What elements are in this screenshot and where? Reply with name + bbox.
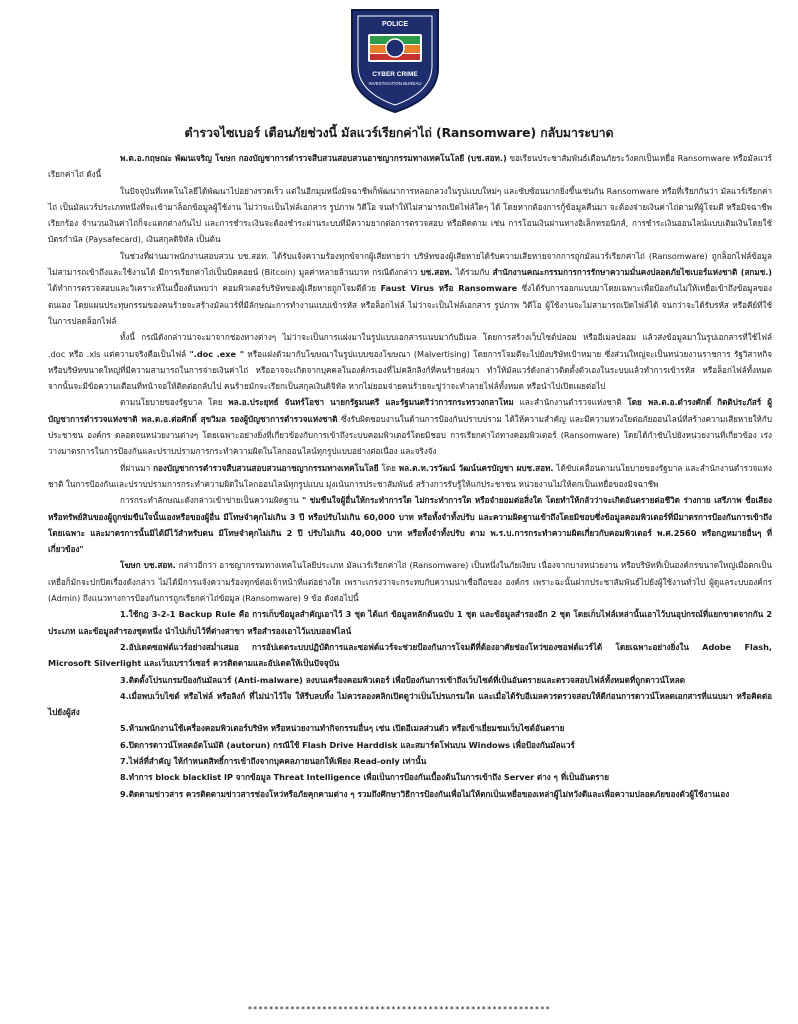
list-item: 4.เมื่อพบเว็บไซต์ หรือไฟล์ หรือลิงก์ ที่ไม่น่าไว้ใจ ให้รีบลบทิ้ง ไม่ควรลองคลิกเปิดดูว่าเป็นโปรแกรมใด และเมื่อได้รับอีเมลควรตรวจสอบให้ดีก่อนการดาวน์โหลดเอกสารที่แนบมา หรือคิดต่อไปยังผู้ส่ง <box>48 690 772 718</box>
paragraph-text: ซึ่งได้รับการออกแบบมาโดยเฉพาะเพื่อป้องกันไม่ให้เหยื่อเข้าถึงข้อมูลของตนเอง โดยแผนประทุษกรรมของคนร้ายจะสร้างมัลแวร์ที่มีลักษณะการทำงานแบบเข้ารหัส หรือล็อกไฟล์ ไม่ว่าจะเป็นไฟล์เอกสาร รูปภาพ วิดีโอ ผู้ใช้งานจะไม่สามารถเปิดไฟล์ได้ จนกว่าจะได้รับรหัส หรือคีย์ที่ใช้ในการปลดล็อกไฟล์ <box>48 283 773 326</box>
logo-band-text: CYBER CRIME <box>372 71 418 78</box>
paragraph-text: ตามนโยบายของรัฐบาล โดย <box>120 397 229 408</box>
bold-text: โดย พล.ต.อ.ดำรงศักดิ์ กิตติประภัสร์ ผู้บัญชาการตำรวจแห่งชาติ พล.ต.อ.ต่อศักดิ์ สุขวิมล รองผู้บัญชาการตำรวจแห่งชาติ <box>48 397 772 424</box>
list-item: 7.ไฟล์ที่สำคัญ ให้กำหนดสิทธิ์การเข้าถึงจากบุคคลภายนอกให้เพียง Read-only เท่านั้น <box>120 755 427 766</box>
paragraph-text: หรือแฝงตัวมากับโฆษณาในรูปแบบของโฆษณา (Malvertising) โดยการโจมตีจะไปยังบริษัทเป้าหมาย ซึ่งส่วนใหญ่จะเป็นหน่วยงานราชการ รัฐวิสาหกิจ หรือบริษัทขนาดใหญ่ที่มีความสามารถในการจ่ายเงินค่าไถ่ หรืออาจจะเกิดจากบุคคลในองค์กรเองที่ไม่คลิกลิงก์ที่คนร้ายส่งมา ทำให้มัลแวร์ดังกล่าวติดตั้งตัวเองในระบบแล้วทำการเข้ารหัส หรือล็อกไฟล์ทั้งหมด จากนั้นจะมีข้อความเตือนที่หน้าจอให้ติดต่อกลับไป คนร้ายมักจะเรียกเป็นสกุลเงินดิจิทัล หากไม่ยอมจ่ายคนร้ายจะขู่ว่าจะทำลายไฟล์ทั้งหมด หรือนำไปเปิดเผยต่อไป <box>48 348 772 392</box>
paragraph-bureau <box>48 460 772 493</box>
paragraph-text: และสำนักงานตำรวจแห่งชาติ <box>513 397 628 408</box>
bold-text: บช.สอท. <box>420 267 453 278</box>
paragraph-background: ในปัจจุบันที่เทคโนโลยีได้พัฒนาไปอย่างรวดเร็ว แต่ในอีกมุมหนึ่งมิจฉาชีพก็พัฒนาการหลอกลวงในรูปแบบใหม่ๆ และซับซ้อนมากยิ่งขึ้นเช่นกัน Ransomware หรือที่เรียกกันว่า มัลแวร์เรียกค่าไถ่ เป็นมัลแวร์ประเภทหนึ่งที่จะเข้ามาล็อกข้อมูลผู้ใช้งาน ไม่ว่าจะเป็นไฟล์เอกสาร รูปภาพ วิดีโอ จนทำให้ไม่สามารถเปิดไฟล์ใดๆ ได้ โดยหากต้องการกู้ข้อมูลคืนมา จะต้องจ่ายเงินค่าไถ่ตามที่ผู้โจมตี หรือมิจฉาชีพเรียกร้อง จำนวนเงินค่าไถ่ก็จะแตกต่างกันไป และการชำระเงินจะต้องชำระผ่านระบบที่มีความยากต่อการตรวจสอบ หรือติดตาม เช่น การโอนเงินผ่านทางอิเล็กทรอนิกส์, การชำระเงินออนไลน์แบบเติมเงินโดยใช้บัตรกำนัล (Paysafecard), เงินสกุลดิจิทัล เป็นต้น <box>48 185 773 245</box>
list-item: 3.ติดตั้งโปรแกรมป้องกันมัลแวร์ (Anti-malware) ลงบนเครื่องคอมพิวเตอร์ เพื่อป้องกันการเข้าถึงเว็บไซต์ที่เป็นอันตรายและตรวจสอบไฟล์ทั้งหมดที่ถูกดาวน์โหลด <box>120 674 686 685</box>
paragraph-text: โดย <box>378 462 399 473</box>
paragraph-policy <box>48 394 772 459</box>
list-item: 2.อัปเดตซอฟต์แวร์อย่างสม่ำเสมอ การอัปเดตระบบปฏิบัติการและซอฟต์แวร์จะช่วยป้องกันการโจมตีที่ต้องอาศัยช่องโหว่ของซอฟต์แวร์ได้ โดยเฉพาะอย่างยิ่งใน Adobe Flash, Microsoft Silverlight และเว็บเบราว์เซอร์ ควรติดตามและอัปเดตให้เป็นปัจจุบัน <box>48 641 772 669</box>
bold-text: พล.ต.ท.วรวัฒน์ วัฒน์นครบัญชา ผบช.สอท. <box>398 462 554 473</box>
bold-text: " ข่มขืนใจผู้อื่นให้กระทำการใด ไม่กระทำการใด หรือจำยอมต่อสิ่งใด โดยทำให้กลัวว่าจะเกิดอันตรายต่อชีวิต ร่างกาย เสรีภาพ ชื่อเสียงหรือทรัพย์สินของผู้ถูกข่มขืนใจนั้นเองหรือของผู้อื่น มีโทษจำคุกไม่เกิน 3 ปี หรือปรับไม่เกิน 60,000 บาท หรือทั้งจำทั้งปรับ และความผิดฐานเข้าถึงโดยมิชอบซึ่งข้อมูลคอมพิวเตอร์ที่มีมาตรการป้องกันการเข้าถึงโดยเฉพาะ และมาตรการนั้นมิได้มีไว้สำหรับตน มีโทษจำคุกไม่เกิน 2 ปี ปรับไม่เกิน 40,000 บาท หรือทั้งจำทั้งปรับ ตาม พ.ร.บ.การกระทำความผิดเกี่ยวกับคอมพิวเตอร์ พ.ศ.2560 หรือกฎหมายอื่นๆ ที่เกี่ยวข้อง" <box>48 495 772 555</box>
logo-bottom-text: INVESTIGATION BUREAU <box>368 81 422 86</box>
paragraph-law <box>48 492 772 557</box>
police-cyber-crime-logo <box>346 6 444 114</box>
paragraph-text: ได้ทำการตรวจสอบและวิเคราะห์ในเบื้องต้นพบว่า คอมพิวเตอร์บริษัทของผู้เสียหายถูกโจมตีด้วย <box>48 283 381 294</box>
footer-divider: ********************************************************* <box>247 1005 551 1014</box>
bold-text: ".doc .exe " <box>189 348 244 359</box>
list-item: 1.ใช้กฎ 3-2-1 Backup Rule คือ การเก็บข้อมูลสำคัญเอาไว้ 3 ชุด ได้แก่ ข้อมูลหลักต้นฉบับ 1 ชุด และข้อมูลสำรองอีก 2 ชุด โดยเก็บไฟล์เหล่านั้นเอาไว้บนอุปกรณ์ที่แยกขาดจากกัน 2 ประเภท และข้อมูลสำรองชุดหนึ่ง นำไปเก็บไว้ที่ต่างสาขา หรือสำรองเอาไว้แบบออฟไลน์ <box>48 609 772 636</box>
bold-text: สำนักงานคณะกรรมการการรักษาความมั่นคงปลอดภัยไซเบอร์แห่งชาติ (สกมช.) <box>492 267 773 278</box>
paragraph-text: ที่ผ่านมา <box>120 462 154 473</box>
list-item: 6.ปิดการดาวน์โหลดอัตโนมัติ (autorun) กรณีใช้ Flash Drive Harddisk และสมาร์ตโฟนบน Windows เพื่อป้องกันมัลแวร์ <box>120 739 575 750</box>
list-item: 8.ทำการ block blacklist IP จากข้อมูล Threat Intelligence เพื่อเป็นการป้องกันเบื้องต้นในการเข้าถึง Server ต่าง ๆ ที่เป็นอันตราย <box>120 772 609 783</box>
paragraph-vectors <box>48 329 772 394</box>
list-item: 9.ติดตามข่าวสาร ควรติดตามข่าวสารช่องโหว่หรือภัยคุกคามต่าง ๆ รวมถึงศึกษาวิธีการป้องกันเพื่อไม่ให้ตกเป็นเหยื่อของเหล่าผู้ไม่หวังดีและเพื่อความปลอดภัยของตัวผู้ใช้งานเอง <box>120 788 730 799</box>
article-body <box>48 150 772 802</box>
paragraph-text: ได้ขับเคลื่อนตามนโยบายของรัฐบาล และสำนักงานตำรวจแห่งชาติ ในการป้องกันและปราบปรามการกระทำความผิดในโลกออนไลน์ทุกรูปแบบ มุ่งเน้นการประชาสัมพันธ์ สร้างการรับรู้ให้แก่ประชาชน หน่วยงานไม่ให้ตกเป็นเหยื่อของมิจฉาชีพ <box>48 462 773 489</box>
shield-emblem-icon <box>346 6 444 114</box>
bold-text: พล.อ.ประยุทธ์ จันทร์โอชา นายกรัฐมนตรี และรัฐมนตรีว่าการกระทรวงกลาโหม <box>228 397 514 408</box>
list-item: 5.ห้ามพนักงานใช้เครื่องคอมพิวเตอร์บริษัท หรือหน่วยงานทำกิจกรรมอื่นๆ เช่น เปิดอีเมลส่วนตัว หรือเข้าเยี่ยมชมเว็บไซต์อันตราย <box>120 723 565 734</box>
page-title: ตำรวจไซเบอร์ เตือนภัยช่วงนี้ มัลแวร์เรียกค่าไถ่ (Ransomware) กลับมาระบาด <box>184 125 614 140</box>
bold-text: กองบัญชาการตำรวจสืบสวนสอบสวนอาชญากรรมทางเทคโนโลยี <box>153 462 379 473</box>
paragraph-incident <box>48 248 772 329</box>
tips-list <box>48 606 772 802</box>
paragraph-text: ขอเรียนประชาสัมพันธ์เตือนภัยระวังตกเป็นเหยื่อ Ransomware หรือมัลแวร์เรียกค่าไถ่ ดังนี้ <box>48 153 772 180</box>
paragraph-text: ได้ร่วมกับ <box>452 267 493 278</box>
paragraph-text: ทั้งนี้ กรณีดังกล่าวน่าจะมาจากช่องทางต่างๆ ไม่ว่าจะเป็นการแฝงมาในรูปแบบเอกสารแนบมากับอีเมล โดยการสร้างเว็บไซต์ปลอม หรืออีเมลปลอม แล้วส่งข้อมูลมาในรูปเอกสารที่ใช้ไฟล์ .doc หรือ .xls แต่ความจริงคือเป็นไฟล์ <box>48 332 772 359</box>
paragraph-text: กล่าวอีกว่า อาชญากรรมทางเทคโนโลยีประเภท มัลแวร์เรียกค่าไถ่ (Ransomware) เป็นหนึ่งในภัยเงียบ เนื่องจากบางหน่วยงาน หรือบริษัทที่เป็นองค์กรขนาดใหญ่เมื่อตกเป็นเหยื่อก็มักจะปกปิดเรื่องดังกล่าว ไม่ได้มีการแจ้งความร้องทุกข์ต่อเจ้าหน้าที่แต่อย่างใด เพราะเกรงว่าจะกระทบกับความน่าเชื่อถือของ องค์กร เพราะฉะนั้นฝากประชาสัมพันธ์ไปยังผู้ใช้งานทั่วไป ผู้ดูแลระบบองค์กร (Admin) ถึงแนวทางการป้องกันการถูกเรียกค่าไถ่ข้อมูล (Ransomware) 9 ข้อ ดังต่อไปนี้ <box>48 560 772 604</box>
paragraph-intro <box>48 150 772 183</box>
paragraph-text: ในช่วงที่ผ่านมาพนักงานสอบสวน บช.สอท. ได้รับแจ้งความร้องทุกข์จากผู้เสียหายว่า บริษัทของผู้เสียหายได้รับความเสียหายจากการถูกมัลแวร์เรียกค่าไถ่ (Ransomware) ถูกล็อกไฟล์ข้อมูล ไม่สามารถเข้าถึงและใช้งานได้ มีการเรียกค่าไถ่เป็นบิตคอยน์ (Bitcoin) มูลค่าหลายล้านบาท กรณีดังกล่าว <box>48 250 772 278</box>
bold-text: โฆษก บช.สอท. <box>120 560 176 571</box>
bold-text: Faust Virus หรือ Ransomware <box>380 283 518 294</box>
paragraph-text: ซึ่งรับผิดชอบงานในด้านการป้องกันปราบปราม ได้ให้ความสำคัญ และมีความห่วงใยต่อภัยออนไลน์ที่สร้างความเสียหายให้กับประชาชน องค์กร ตลอดจนหน่วยงานต่างๆ โดยเฉพาะอย่างยิ่งที่เกี่ยวข้องกับการเข้าถึงระบบคอมพิวเตอร์โดยมิชอบ การเรียกค่าไถ่ทางคอมพิวเตอร์ (Ransomware) โดยได้กำชับไปยังหน่วยงานที่เกี่ยวข้อง เร่งวางมาตรการในการป้องกันและปราบปรามการกระทำความผิดในโลกออนไลน์ทุกรูปแบบอย่างต่อเนื่อง และจริงจัง <box>48 413 772 457</box>
spokesperson-name: พ.ต.อ.กฤษณะ พัฒนเจริญ โฆษก กองบัญชาการตำรวจสืบสวนสอบสวนอาชญากรรมทางเทคโนโลยี (บช.สอท.) <box>120 153 507 163</box>
paragraph-text: การกระทำลักษณะดังกล่าวเข้าข่ายเป็นความผิดฐาน <box>120 495 302 506</box>
logo-top-text: POLICE <box>381 21 409 28</box>
paragraph-advice-intro <box>48 557 772 606</box>
